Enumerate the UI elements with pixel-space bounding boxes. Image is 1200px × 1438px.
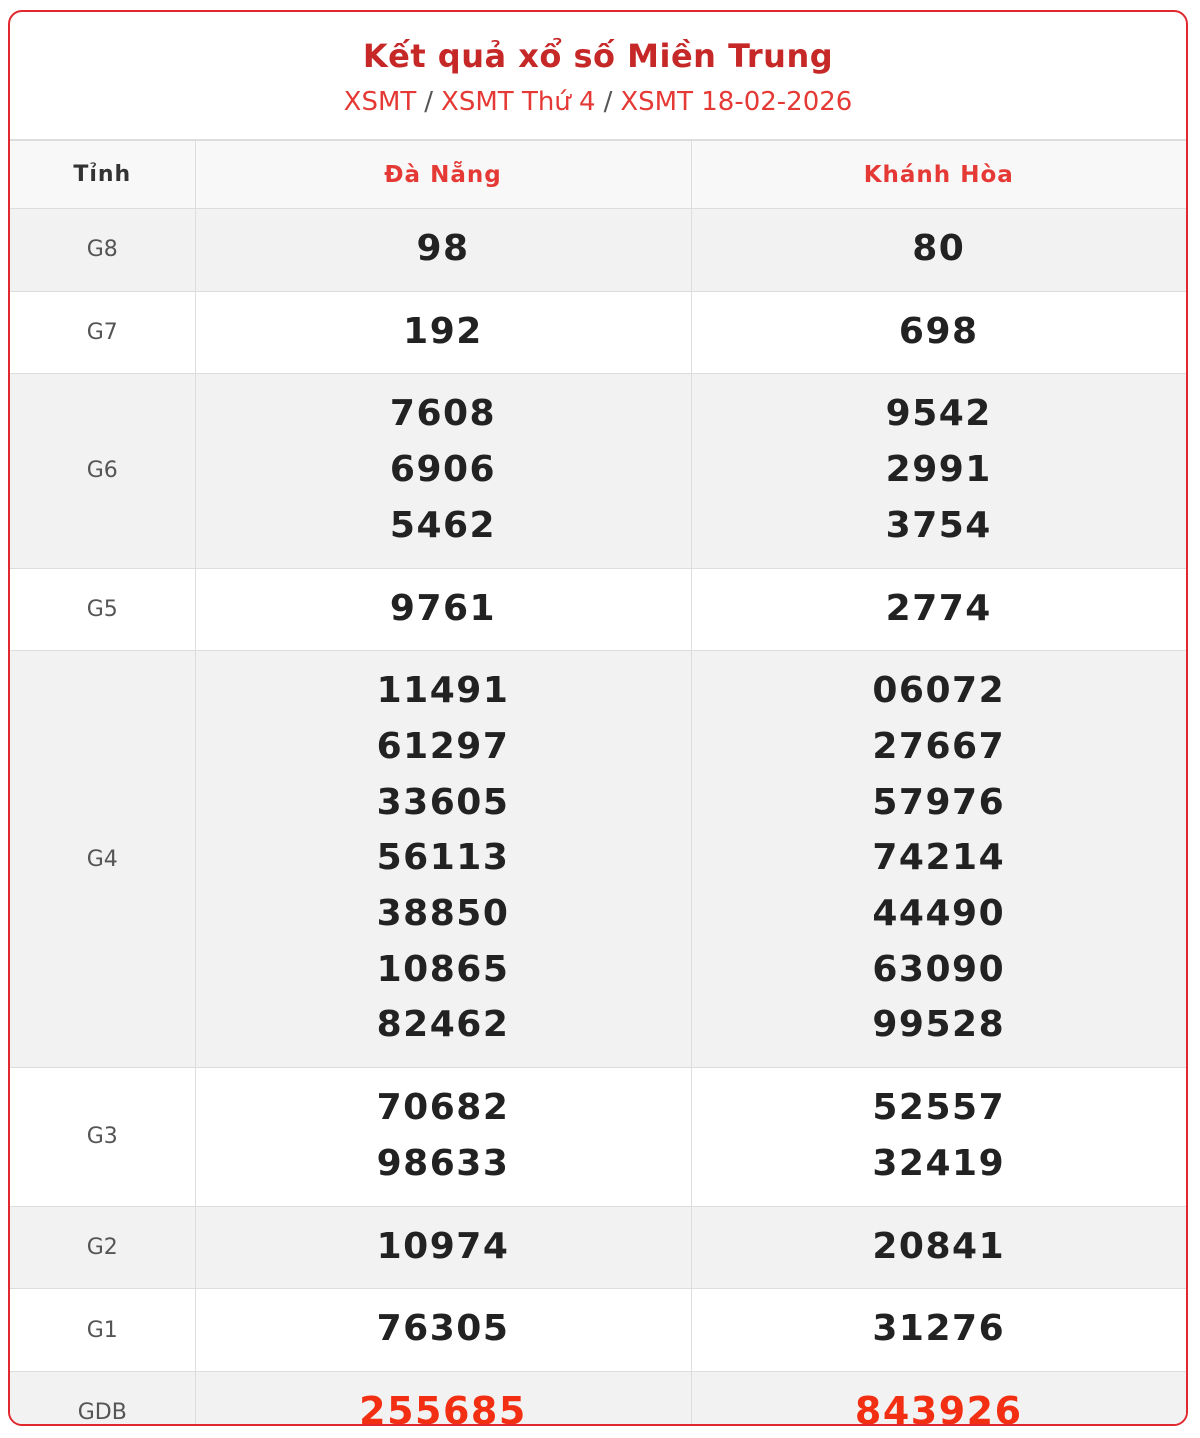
result-cell-danang: [195, 651, 691, 1068]
prize-label: G8: [10, 209, 195, 292]
table-row: [10, 1068, 1186, 1206]
table-header-row: [10, 141, 1186, 209]
prize-number: 6906: [389, 449, 497, 491]
prize-number: 32419: [872, 1142, 1006, 1184]
result-cell-danang: [195, 1068, 691, 1206]
results-card: [8, 10, 1188, 1426]
prize-number: 20841: [872, 1225, 1006, 1267]
result-cell-danang: [195, 568, 691, 651]
special-prize-number: 843926: [854, 1388, 1023, 1426]
prize-number: 7608: [389, 393, 497, 435]
prize-label: G3: [10, 1068, 195, 1206]
prize-number: 2991: [885, 449, 992, 491]
result-cell-danang: [195, 374, 691, 568]
result-cell-khanhhoa: [691, 568, 1186, 651]
prize-number: 52557: [872, 1087, 1006, 1129]
province-khanhhoa-header[interactable]: Khánh Hòa: [691, 141, 1186, 209]
result-cell-khanhhoa: [691, 1371, 1186, 1426]
prize-label: G6: [10, 374, 195, 568]
province-column-label: Tỉnh: [10, 141, 195, 209]
prize-number: 98: [416, 228, 470, 269]
results-table: [10, 140, 1186, 1426]
prize-number: 11491: [376, 670, 510, 712]
prize-number: 9542: [885, 393, 992, 435]
table-row: [10, 1289, 1186, 1372]
table-row: [10, 651, 1186, 1068]
result-cell-danang: [195, 1289, 691, 1372]
special-prize-number: 255685: [359, 1388, 527, 1426]
prize-label: GDB: [10, 1371, 195, 1426]
table-row: [10, 291, 1186, 374]
result-cell-danang: [195, 291, 691, 374]
province-danang-header[interactable]: Đà Nẵng: [195, 141, 691, 209]
prize-number: 9761: [389, 587, 497, 629]
prize-label: G4: [10, 651, 195, 1068]
table-row: [10, 209, 1186, 292]
prize-number: 33605: [376, 781, 510, 823]
prize-number: 192: [403, 310, 483, 352]
breadcrumb-xsmt-thu4[interactable]: XSMT Thứ 4: [441, 87, 596, 117]
breadcrumb-separator: /: [424, 87, 434, 117]
page-title: Kết quả xổ số Miền Trung: [362, 37, 834, 75]
result-cell-khanhhoa: [691, 1289, 1186, 1372]
result-cell-khanhhoa: [691, 209, 1186, 292]
prize-number: 31276: [872, 1308, 1006, 1350]
prize-label: G1: [10, 1289, 195, 1372]
breadcrumb-separator: /: [603, 87, 613, 117]
prize-label: G5: [10, 568, 195, 651]
result-cell-danang: [195, 209, 691, 292]
prize-number: 99528: [872, 1004, 1006, 1046]
prize-number: 44490: [872, 893, 1006, 935]
results-body: [10, 209, 1186, 1427]
prize-number: 74214: [872, 837, 1006, 879]
prize-label: G7: [10, 291, 195, 374]
prize-number: 38850: [376, 893, 510, 935]
table-row: [10, 374, 1186, 568]
result-cell-khanhhoa: [691, 1206, 1186, 1289]
prize-number: 10974: [376, 1225, 510, 1267]
prize-number: 3754: [885, 504, 992, 546]
table-row: [10, 1371, 1186, 1426]
breadcrumb-xsmt-date[interactable]: XSMT 18-02-2026: [620, 87, 853, 117]
prize-number: 2774: [885, 587, 992, 629]
breadcrumb: [10, 84, 1186, 120]
result-cell-khanhhoa: [691, 291, 1186, 374]
breadcrumb-xsmt[interactable]: XSMT: [343, 87, 417, 117]
prize-number: 27667: [872, 725, 1006, 767]
prize-label: G2: [10, 1206, 195, 1289]
prize-number: 61297: [376, 725, 510, 767]
prize-number: 10865: [376, 948, 510, 990]
prize-number: 698: [898, 310, 979, 352]
prize-number: 56113: [376, 837, 510, 879]
result-cell-khanhhoa: [691, 374, 1186, 568]
result-cell-danang: [195, 1206, 691, 1289]
prize-number: 80: [912, 228, 966, 269]
prize-number: 06072: [872, 670, 1006, 712]
prize-number: 76305: [376, 1308, 510, 1350]
prize-number: 82462: [376, 1004, 510, 1046]
result-cell-khanhhoa: [691, 1068, 1186, 1206]
prize-number: 70682: [376, 1087, 510, 1129]
table-row: [10, 1206, 1186, 1289]
results-header: [10, 12, 1186, 140]
table-row: [10, 568, 1186, 651]
result-cell-khanhhoa: [691, 651, 1186, 1068]
prize-number: 5462: [389, 504, 497, 546]
result-cell-danang: [195, 1371, 691, 1426]
prize-number: 57976: [872, 781, 1006, 823]
prize-number: 63090: [872, 948, 1006, 990]
prize-number: 98633: [376, 1142, 510, 1184]
